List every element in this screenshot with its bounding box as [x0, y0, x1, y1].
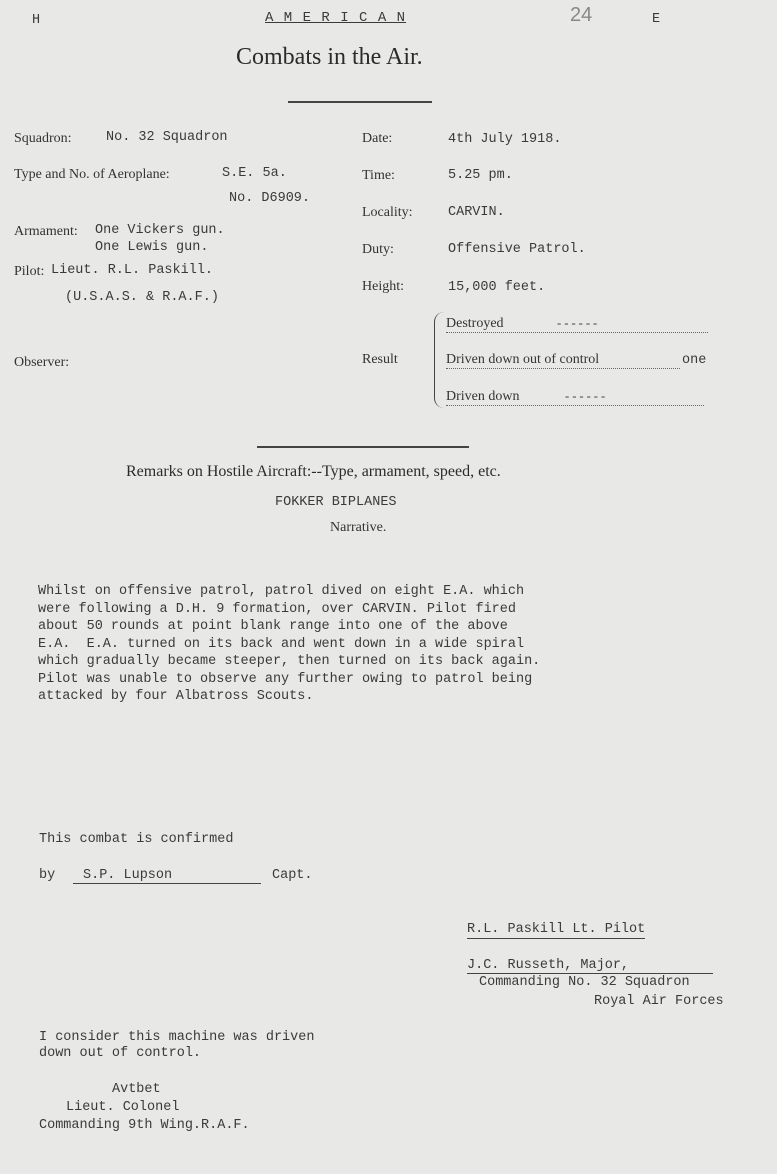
confirming-rank: Capt. [272, 868, 313, 883]
major-signature: J.C. Russeth, Major, [467, 958, 713, 974]
aeroplane-type-label: Type and No. of Aeroplane: [14, 167, 170, 182]
armament-value-2: One Lewis gun. [95, 240, 209, 255]
confirming-officer: S.P. Lupson [73, 868, 261, 884]
locality-label: Locality: [362, 205, 413, 220]
height-label: Height: [362, 279, 404, 294]
destroyed-value: ------ [555, 317, 599, 331]
out-of-control-label: Driven down out of control [446, 352, 600, 367]
date-value: 4th July 1918. [448, 132, 562, 147]
observer-label: Observer: [14, 355, 70, 370]
narrative-text: Whilst on offensive patrol, patrol dived on eight E.A. which were following a D.H. 9 formation, over CARVIN. Pilot fired about 50 rounds at point blank range into one of the above E.A. E.A. turned on its back and went down in a wide spiral which gradually became steeper, then turned on its back again. Pilot was unable to observe any further owing to patrol being attacked by four Albatross Scouts. [38, 584, 541, 704]
squadron-value: No. 32 Squadron [106, 130, 228, 145]
height-value: 15,000 feet. [448, 280, 546, 295]
closing-line-1: I consider this machine was driven [39, 1030, 315, 1045]
wing-commander-rank: Lieut. Colonel [66, 1100, 180, 1115]
pilot-signature: R.L. Paskill Lt. Pilot [467, 922, 646, 937]
locality-value: CARVIN. [448, 205, 505, 220]
pilot-label: Pilot: [14, 264, 45, 279]
wing-command: Commanding 9th Wing.R.A.F. [39, 1118, 250, 1133]
date-label: Date: [362, 131, 393, 146]
armament-label: Armament: [14, 224, 78, 239]
aeroplane-type-value: S.E. 5a. [222, 166, 287, 181]
duty-label: Duty: [362, 242, 394, 257]
royal-air-forces: Royal Air Forces [594, 994, 724, 1009]
out-of-control-row [446, 352, 706, 369]
confirmation-by: by [39, 868, 56, 883]
result-brace [434, 312, 445, 408]
header-left-mark: H [32, 13, 41, 28]
title-divider [288, 101, 432, 103]
driven-down-label: Driven down [446, 389, 520, 404]
page-number: 24 [570, 4, 593, 26]
confirmation-line: This combat is confirmed [39, 832, 234, 847]
time-value: 5.25 pm. [448, 168, 513, 183]
time-label: Time: [362, 168, 395, 183]
destroyed-label: Destroyed [446, 316, 504, 331]
pilot-service-value: (U.S.A.S. & R.A.F.) [65, 290, 219, 305]
page-title: Combats in the Air. [236, 44, 423, 70]
pilot-value: Lieut. R.L. Paskill. [51, 263, 214, 278]
closing-line-2: down out of control. [39, 1046, 202, 1061]
remarks-heading: Remarks on Hostile Aircraft:--Type, armament, speed, etc. [126, 463, 501, 480]
header-right-mark: E [652, 12, 661, 27]
commanding-squadron: Commanding No. 32 Squadron [479, 975, 690, 990]
wing-commander-signature: Avtbet [112, 1082, 161, 1097]
section-divider [257, 446, 469, 448]
narrative-heading: Narrative. [330, 520, 387, 535]
duty-value: Offensive Patrol. [448, 242, 586, 257]
hostile-aircraft-value: FOKKER BIPLANES [275, 495, 397, 510]
squadron-label: Squadron: [14, 131, 72, 146]
aeroplane-number-value: No. D6909. [229, 191, 311, 206]
driven-down-value: ------ [563, 390, 607, 404]
out-of-control-value: one [682, 353, 707, 368]
driven-down-row [446, 389, 704, 406]
document-category: A M E R I C A N [265, 10, 407, 26]
armament-value-1: One Vickers gun. [95, 223, 225, 238]
destroyed-row [446, 316, 708, 333]
result-label: Result [362, 352, 398, 367]
